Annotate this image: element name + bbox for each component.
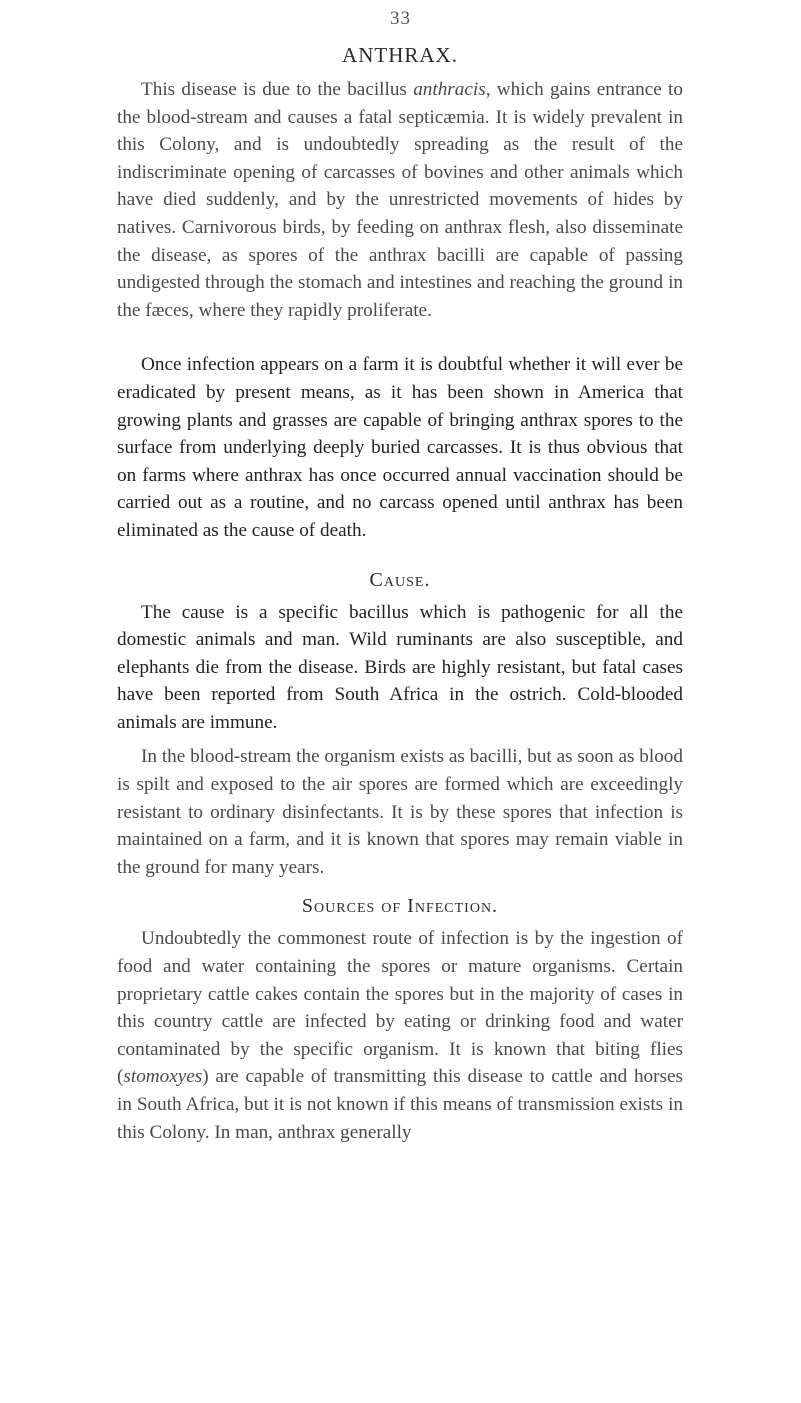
page-number: 33 [390,8,411,29]
sources-p1-text-b: ) are capable of transmitting this disease to cattle and horses in South Africa, but it is not known if this means of transmission exists in this Colony. In man, anthrax generally [117,1066,683,1143]
cause-heading: Cause. [369,568,431,591]
sources-p1-italic: stomoxyes [123,1066,203,1088]
sources-paragraph-1 [117,925,683,1146]
cause-paragraph-1: The cause is a specific bacillus which is pathogenic for all the domestic animals and man. Wild ruminants are also susceptible, and elephants die from the disease. Birds are highly resistant, but fatal cases have been reported from South Africa in the ostrich. Cold-blooded animals are immune. [117,601,683,733]
page-title: ANTHRAX. [342,43,458,67]
intro-p1-text-a: This disease is due to the bacillus [141,79,414,100]
intro-paragraph-1 [117,76,683,324]
sources-heading: Sources of Infection. [301,895,499,918]
intro-p1-italic: anthracis [413,79,486,100]
sources-p1-text-a: Undoubtedly the commonest route of infection is by the ingestion of food and water containing the spores or mature organisms. Certain proprietary cattle cakes contain the spores but in the majority of cases in this country cattle are infected by eating or drinking food and water contaminated by the specific organism. It is known that biting flies ( [117,928,683,1088]
cause-paragraph-2: In the blood-stream the organism exists as bacilli, but as soon as blood is spilt and exposed to the air spores are formed which are exceedingly resistant to ordinary disinfectants. It is by these spores that infection is maintained on a farm, and it is known that spores may remain viable in the ground for many years. [117,746,683,878]
text-column [117,40,683,1146]
intro-paragraph-2: Once infection appears on a farm it is doubtful whether it will ever be eradicated by present means, as it has been shown in America that growing plants and grasses are capable of bringing anthrax spores to the surface from underlying deeply buried carcasses. It is thus obvious that on farms where anthrax has once occurred annual vaccination should be carried out as a routine, and no carcass opened until anthrax has been eliminated as the cause of death. [117,354,683,541]
intro-p1-text-b: , which gains entrance to the blood-stream and causes a fatal septicæmia. It is widely prevalent in this Colony, and is undoubtedly spreading as the result of the indiscriminate opening of carcasses of bovines and other animals which have died suddenly, and by the unrestricted movements of hides by natives. Carnivorous birds, by feeding on anthrax flesh, also disseminate the disease, as spores of the anthrax bacilli are capable of passing undigested through the stomach and intestines and reaching the ground in the fæces, where they rapidly proliferate. [117,79,683,321]
